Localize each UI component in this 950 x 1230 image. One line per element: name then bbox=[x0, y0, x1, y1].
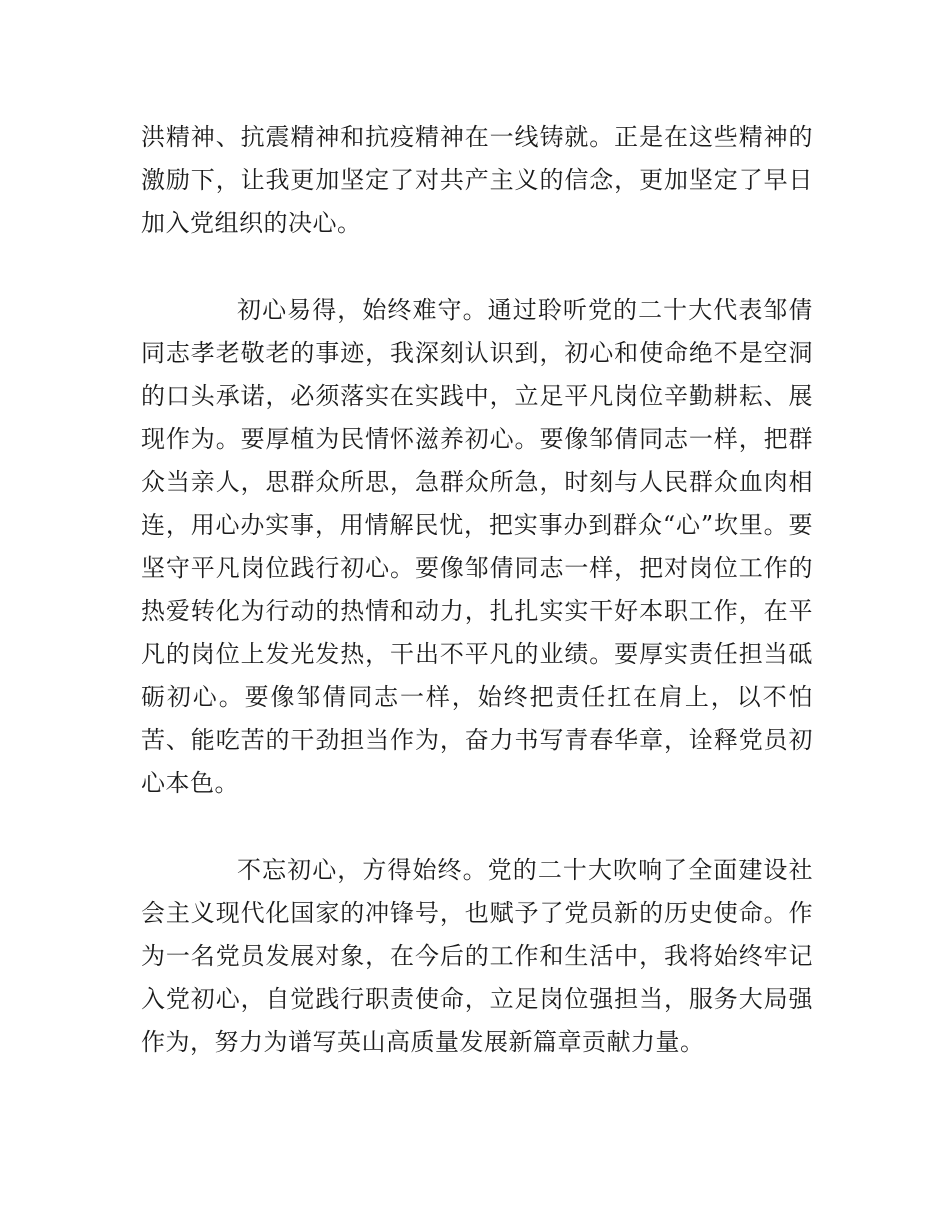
paragraph-original-intention: 初心易得，始终难守。通过聆听党的二十大代表邹倩同志孝老敬老的事迹，我深刻认识到，初心和使命绝不是空洞的口头承诺，必须落实在实践中，立足平凡岗位辛勤耕耘、展现作为。要厚植为民情怀滋养初心。要像邹倩同志一样，把群众当亲人，思群众所思，急群众所急，时刻与人民群众血肉相连，用心办实事，用情解民忧，把实事办到群众“心”坎里。要坚守平凡岗位践行初心。要像邹倩同志一样，把对岗位工作的热爱转化为行动的热情和动力，扎扎实实干好本职工作，在平凡的岗位上发光发热，干出不平凡的业绩。要厚实责任担当砥砺初心。要像邹倩同志一样，始终把责任扛在肩上，以不怕苦、能吃苦的干劲担当作为，奋力书写青春华章，诠释党员初心本色。 bbox=[141, 296, 813, 797]
paragraph-continuation: 洪精神、抗震精神和抗疫精神在一线铸就。正是在这些精神的激励下，让我更加坚定了对共产主义的信念，更加坚定了早日加入党组织的决心。 bbox=[141, 123, 813, 237]
paragraph-never-forget: 不忘初心，方得始终。党的二十大吹响了全面建设社会主义现代化国家的冲锋号，也赋予了党员新的历史使命。作为一名党员发展对象，在今后的工作和生活中，我将始终牢记入党初心，自觉践行职责使命，立足岗位强担当，服务大局强作为，努力为谱写英山高质量发展新篇章贡献力量。 bbox=[141, 856, 813, 1056]
